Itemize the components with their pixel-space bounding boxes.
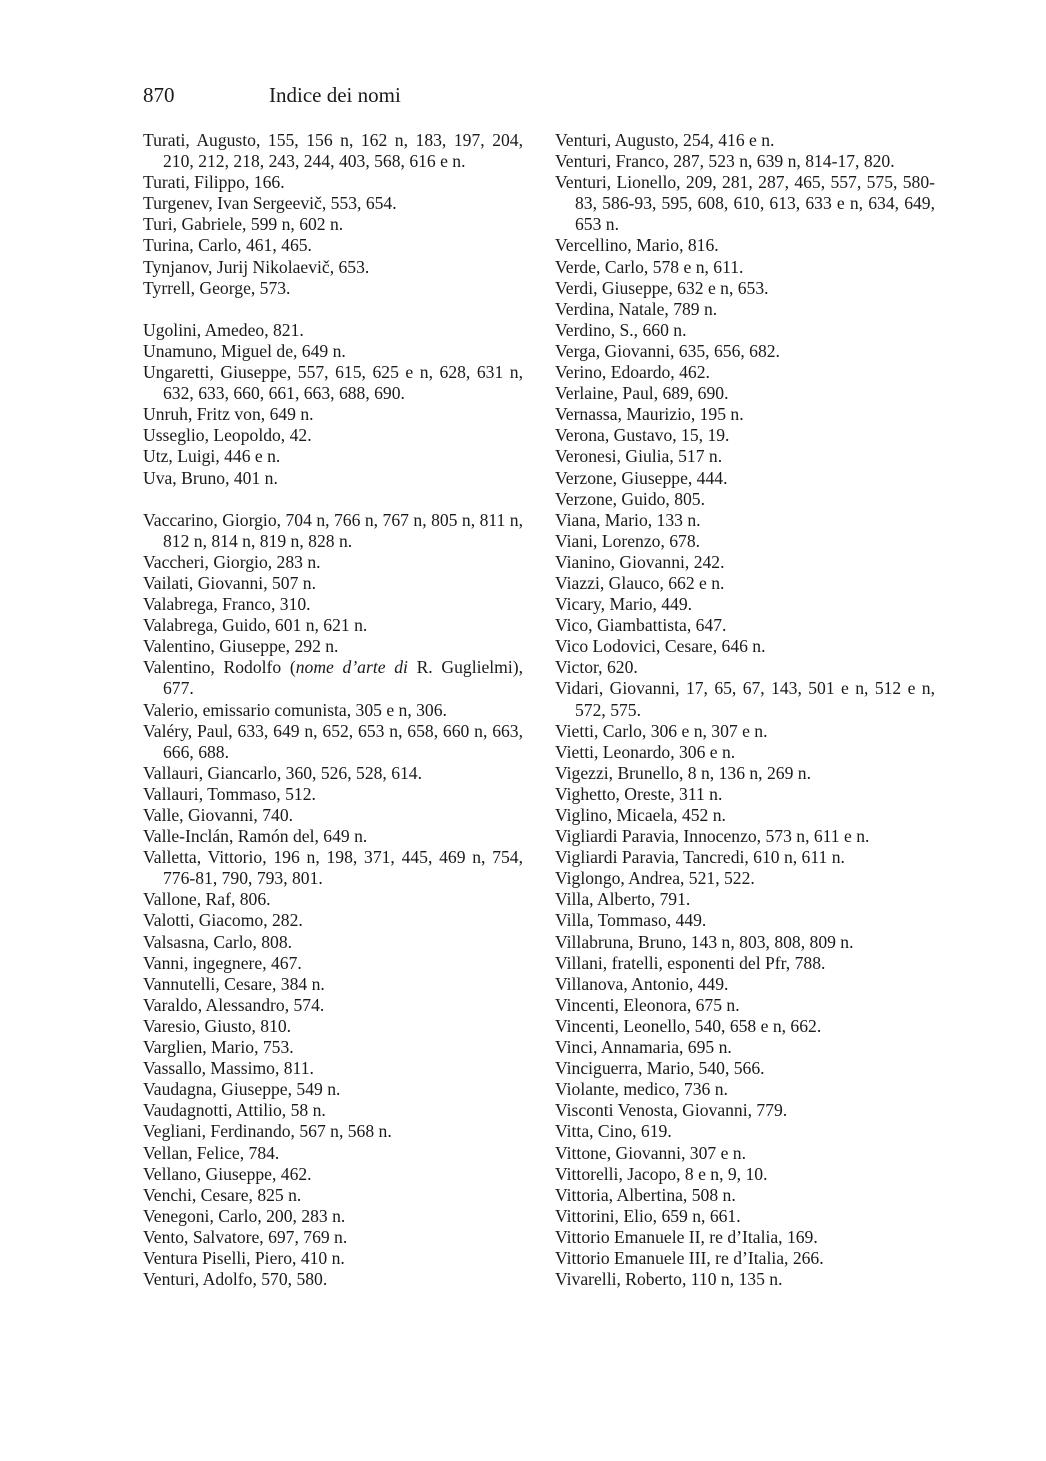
index-entry: Vaccarino, Giorgio, 704 n, 766 n, 767 n, 805 n, 811 n, 812 n, 814 n, 819 n, 828 n. [143,509,523,551]
index-entry: Verde, Carlo, 578 e n, 611. [555,256,744,277]
index-entry: Vittorelli, Jacopo, 8 e n, 9, 10. [555,1163,768,1184]
index-entry: Valerio, emissario comunista, 305 e n, 306. [143,699,447,720]
index-entry: Venegoni, Carlo, 200, 283 n. [143,1205,346,1226]
index-entry: Turina, Carlo, 461, 465. [143,235,312,256]
index-entry: Valle-Inclán, Ramón del, 649 n. [143,826,368,847]
index-entry: Villabruna, Bruno, 143 n, 803, 808, 809 n. [555,931,854,952]
index-entry: Vallauri, Giancarlo, 360, 526, 528, 614. [143,762,422,783]
index-entry: Valentino, Rodolfo (nome d’arte di R. Guglielmi), 677. [143,657,523,699]
index-entry: Vittorio Emanuele II, re d’Italia, 169. [555,1226,818,1247]
index-entry: Venturi, Franco, 287, 523 n, 639 n, 814-17, 820. [555,151,895,172]
index-entry: Vellano, Giuseppe, 462. [143,1163,312,1184]
index-entry: Verona, Gustavo, 15, 19. [555,425,730,446]
index-entry: Ungaretti, Giuseppe, 557, 615, 625 e n, 628, 631 n, 632, 633, 660, 661, 663, 688, 690. [143,362,523,404]
index-entry: Venturi, Augusto, 254, 416 e n. [555,130,775,150]
index-entry: Vivarelli, Roberto, 110 n, 135 n. [555,1269,783,1290]
index-entry: Venturi, Lionello, 209, 281, 287, 465, 557, 575, 580-83, 586-93, 595, 608, 610, 613, 633 e n, 634, 649, 653 n. [555,172,935,235]
index-entry: Vallone, Raf, 806. [143,889,271,910]
index-entry: Violante, medico, 736 n. [555,1079,728,1100]
index-entry: Vaudagnotti, Attilio, 58 n. [143,1100,326,1121]
index-entry: Unamuno, Miguel de, 649 n. [143,340,346,361]
index-entry: Vico, Giambattista, 647. [555,615,727,636]
index-entry: Vietti, Leonardo, 306 e n. [555,741,736,762]
index-entry: Turati, Filippo, 166. [143,172,285,193]
index-entry: Verino, Edoardo, 462. [555,362,710,383]
index-entry: Utz, Luigi, 446 e n. [143,446,281,467]
index-entry: Vigliardi Paravia, Tancredi, 610 n, 611 n. [555,847,845,868]
index-column-right [555,130,935,1290]
index-entry: Vaudagna, Giuseppe, 549 n. [143,1079,341,1100]
index-entry: Turgenev, Ivan Sergeevič, 553, 654. [143,193,397,214]
index-entry: Vallauri, Tommaso, 512. [143,783,316,804]
index-entry: Vittone, Giovanni, 307 e n. [555,1142,746,1163]
index-entry: Valotti, Giacomo, 282. [143,910,303,931]
index-entry: Venturi, Adolfo, 570, 580. [143,1269,328,1290]
index-entry: Vellan, Felice, 784. [143,1142,280,1163]
index-entry: Verzone, Giuseppe, 444. [555,467,728,488]
index-entry: Vaccheri, Giorgio, 283 n. [143,551,321,572]
index-entry: Vanni, ingegnere, 467. [143,952,302,973]
index-entry: Uva, Bruno, 401 n. [143,467,278,488]
index-entry: Unruh, Fritz von, 649 n. [143,404,314,425]
index-entry: Verdino, S., 660 n. [555,319,687,340]
page-number: 870 [143,83,175,107]
index-entry: Vittorini, Elio, 659 n, 661. [555,1205,741,1226]
index-entry: Vinci, Annamaria, 695 n. [555,1037,732,1058]
index-entry: Vincenti, Eleonora, 675 n. [555,994,740,1015]
index-entry: Vigliardi Paravia, Innocenzo, 573 n, 611 e n. [555,826,870,847]
index-entry: Verlaine, Paul, 689, 690. [555,383,729,404]
index-entry: Villa, Tommaso, 449. [555,910,707,931]
index-entry: Veronesi, Giulia, 517 n. [555,446,723,467]
index-entry: Valéry, Paul, 633, 649 n, 652, 653 n, 658, 660 n, 663, 666, 688. [143,720,523,762]
index-entry: Viazzi, Glauco, 662 e n. [555,572,725,593]
index-entry: Tynjanov, Jurij Nikolaevič, 653. [143,256,370,277]
index-entry: Valle, Giovanni, 740. [143,805,294,825]
index-entry: Vigezzi, Brunello, 8 n, 136 n, 269 n. [555,762,811,783]
index-entry: Tyrrell, George, 573. [143,277,291,298]
section-gap [143,489,523,510]
index-entry: Visconti Venosta, Giovanni, 779. [555,1100,788,1121]
index-entry: Villani, fratelli, esponenti del Pfr, 788. [555,952,826,973]
page-title: Indice dei nomi [269,83,401,107]
index-entry: Vicary, Mario, 449. [555,594,693,615]
index-entry: Villanova, Antonio, 449. [555,973,729,994]
index-entry: Viglongo, Andrea, 521, 522. [555,868,755,889]
index-entry: Vannutelli, Cesare, 384 n. [143,973,325,994]
index-entry: Vitta, Cino, 619. [555,1121,672,1142]
index-entry: Ugolini, Amedeo, 821. [143,319,304,340]
index-entry: Valabrega, Franco, 310. [143,594,311,615]
index-entry: Vidari, Giovanni, 17, 65, 67, 143, 501 e n, 512 e n, 572, 575. [555,678,935,720]
index-entry: Vietti, Carlo, 306 e n, 307 e n. [555,720,768,741]
index-entry: Vighetto, Oreste, 311 n. [555,783,723,804]
index-entry: Viana, Mario, 133 n. [555,509,701,530]
index-entry: Ventura Piselli, Piero, 410 n. [143,1247,345,1268]
index-entry: Verdi, Giuseppe, 632 e n, 653. [555,277,769,298]
index-entry: Vincenti, Leonello, 540, 658 e n, 662. [555,1015,822,1036]
index-entry: Venchi, Cesare, 825 n. [143,1184,302,1205]
index-entry: Viani, Lorenzo, 678. [555,530,701,551]
index-entry: Vittoria, Albertina, 508 n. [555,1184,736,1205]
index-entry: Viglino, Micaela, 452 n. [555,805,726,825]
index-entry: Victor, 620. [555,657,638,678]
index-entry: Varglien, Mario, 753. [143,1037,294,1058]
index-entry: Verga, Giovanni, 635, 656, 682. [555,340,780,361]
index-entry: Valentino, Giuseppe, 292 n. [143,636,339,657]
index-entry: Vercellino, Mario, 816. [555,235,719,256]
index-column-left [143,130,523,1290]
index-entry: Varaldo, Alessandro, 574. [143,994,325,1015]
index-entry: Valabrega, Guido, 601 n, 621 n. [143,615,368,636]
index-entry: Vailati, Giovanni, 507 n. [143,572,316,593]
index-entry: Villa, Alberto, 791. [555,889,691,910]
index-entry: Valletta, Vittorio, 196 n, 198, 371, 445, 469 n, 754, 776-81, 790, 793, 801. [143,847,523,889]
index-entry: Vianino, Giovanni, 242. [555,551,725,572]
index-entry: Varesio, Giusto, 810. [143,1015,292,1036]
index-entry: Usseglio, Leopoldo, 42. [143,425,312,446]
index-entry: Vegliani, Ferdinando, 567 n, 568 n. [143,1121,392,1142]
index-entry: Vassallo, Massimo, 811. [143,1058,314,1079]
index-entry: Vinciguerra, Mario, 540, 566. [555,1058,765,1079]
index-entry: Vittorio Emanuele III, re d’Italia, 266. [555,1247,824,1268]
index-entry: Turati, Augusto, 155, 156 n, 162 n, 183, 197, 204, 210, 212, 218, 243, 244, 403, 568, 616 e n. [143,130,523,172]
section-gap [143,299,523,320]
page-header [143,82,401,108]
index-entry: Vento, Salvatore, 697, 769 n. [143,1226,348,1247]
index-entry: Vico Lodovici, Cesare, 646 n. [555,636,766,657]
index-entry: Verdina, Natale, 789 n. [555,298,718,319]
index-entry: Vernassa, Maurizio, 195 n. [555,404,744,425]
index-entry: Verzone, Guido, 805. [555,488,706,509]
index-entry: Valsasna, Carlo, 808. [143,931,293,952]
index-entry: Turi, Gabriele, 599 n, 602 n. [143,214,344,235]
